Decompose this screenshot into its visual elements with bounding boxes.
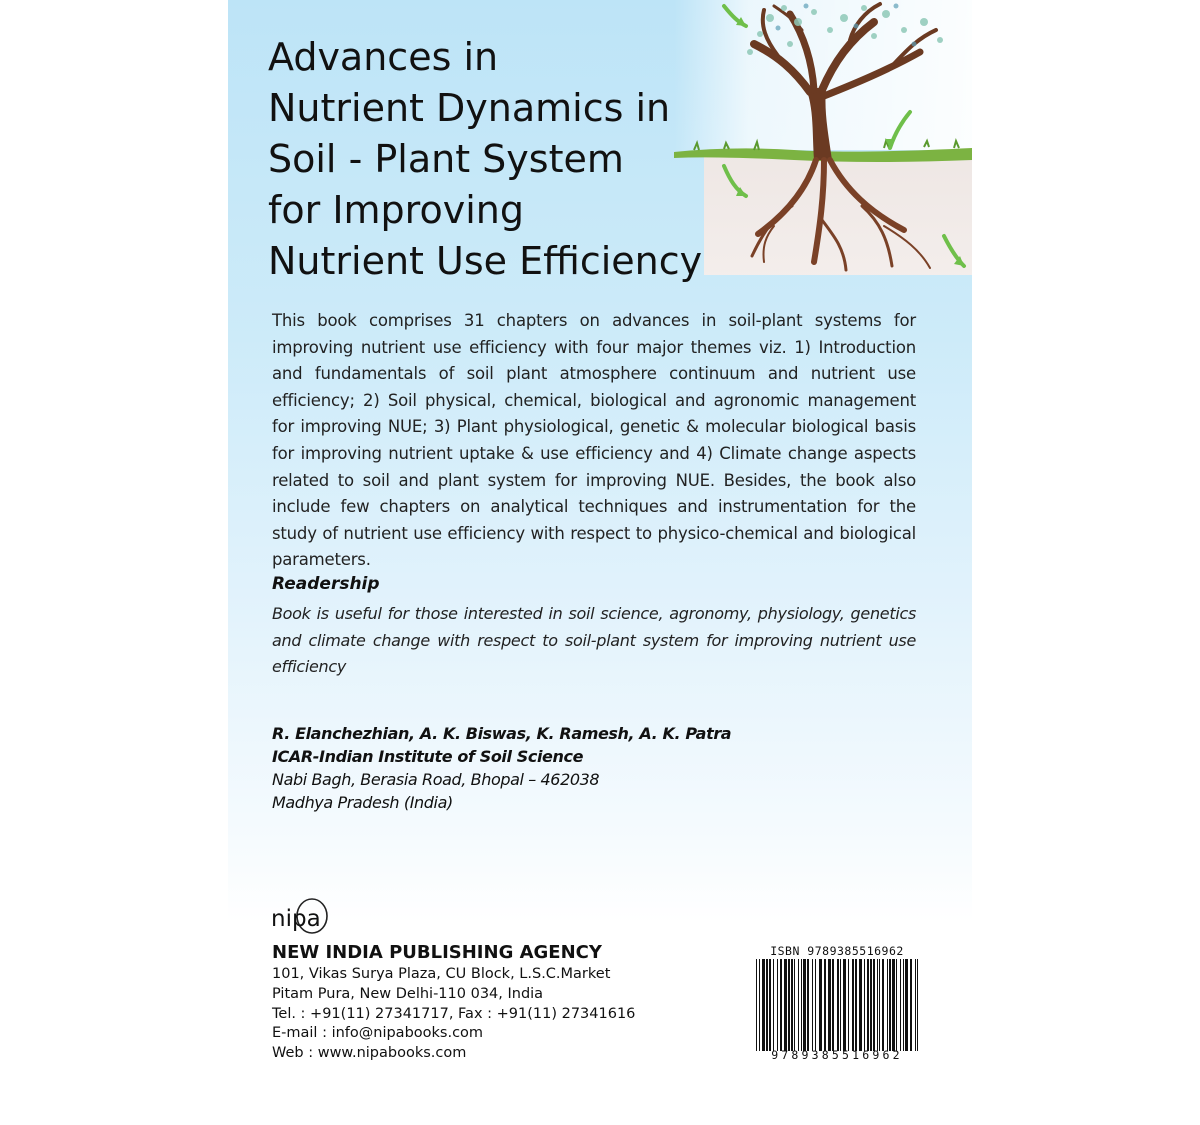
barcode-bar bbox=[756, 959, 757, 1051]
barcode-bar bbox=[766, 959, 768, 1051]
barcode-bar bbox=[887, 959, 888, 1051]
barcode-bar bbox=[815, 959, 816, 1051]
barcode-bar bbox=[900, 959, 901, 1051]
barcode-bar bbox=[828, 959, 831, 1051]
readership-heading: Readership bbox=[272, 574, 380, 594]
barcode-bar bbox=[801, 959, 802, 1051]
book-back-cover bbox=[228, 0, 972, 1125]
barcode-bar bbox=[892, 959, 895, 1051]
barcode-bar bbox=[791, 959, 793, 1051]
barcode-bars bbox=[754, 959, 920, 1051]
barcode-bar bbox=[882, 959, 884, 1051]
author-names: R. Elanchezhian, A. K. Biswas, K. Ramesh, A. K. Patra bbox=[272, 724, 732, 743]
barcode-bar bbox=[798, 959, 799, 1051]
barcode-bar bbox=[867, 959, 869, 1051]
barcode-bar bbox=[773, 959, 774, 1051]
barcode-bar bbox=[877, 959, 878, 1051]
barcode-bar bbox=[794, 959, 795, 1051]
nipa-logo-text: nipa bbox=[271, 906, 321, 932]
title-line: Advances in bbox=[268, 35, 499, 79]
barcode-bar bbox=[807, 959, 809, 1051]
book-description: This book comprises 31 chapters on advances in soil-plant systems for improving nutrient use efficiency with four major themes viz. 1) Introduction and fundamentals of soil plant atmosphere continuum and nutrient use efficiency; 2) Soil physical, chemical, biological and agronomic management for improving NUE; 3) Plant physiological, genetic & molecular biological basis for improving nutrient uptake & use efficiency and 4) Climate change aspects related to soil and plant system for improving NUE. Besides, the book also include few chapters on analytical techniques and instrumentation for the study of nutrient use efficiency with respect to physico-chemical and biological parameters. bbox=[272, 311, 916, 570]
isbn-barcode bbox=[754, 944, 920, 1064]
barcode-bar bbox=[903, 959, 904, 1051]
title-line: Nutrient Dynamics in bbox=[268, 86, 671, 130]
title-line: for Improving bbox=[268, 188, 524, 232]
isbn-digits: 9789385516962 bbox=[771, 1048, 903, 1062]
barcode-bar bbox=[784, 959, 787, 1051]
barcode-bar bbox=[864, 959, 865, 1051]
barcode-bar bbox=[812, 959, 813, 1051]
publisher-web: Web : www.nipabooks.com bbox=[272, 1045, 467, 1062]
barcode-bar bbox=[889, 959, 891, 1051]
author-institute: ICAR-Indian Institute of Soil Science bbox=[272, 747, 584, 766]
publisher-address-line: 101, Vikas Surya Plaza, CU Block, L.S.C.Market bbox=[272, 966, 611, 982]
barcode-bar bbox=[852, 959, 854, 1051]
barcode-bar bbox=[905, 959, 908, 1051]
publisher-email: E-mail : info@nipabooks.com bbox=[272, 1025, 484, 1042]
publisher-block bbox=[272, 941, 692, 1064]
barcode-bar bbox=[832, 959, 834, 1051]
barcode-bar bbox=[780, 959, 782, 1051]
authors-block bbox=[272, 722, 772, 814]
barcode-bar bbox=[870, 959, 872, 1051]
tree-with-roots-illustration bbox=[674, 0, 972, 275]
readership-text: Book is useful for those interested in soil science, agronomy, physiology, genetics and climate change with respect to soil-plant system for improving nutrient use efficiency bbox=[272, 604, 916, 677]
barcode-bar bbox=[759, 959, 760, 1051]
barcode-bar bbox=[873, 959, 875, 1051]
barcode-bar bbox=[837, 959, 839, 1051]
barcode-bar bbox=[896, 959, 897, 1051]
barcode-bar bbox=[855, 959, 857, 1051]
barcode-bar bbox=[762, 959, 765, 1051]
barcode-bar bbox=[917, 959, 918, 1051]
barcode-bar bbox=[915, 959, 916, 1051]
barcode-bar bbox=[788, 959, 790, 1051]
barcode-bar bbox=[910, 959, 912, 1051]
barcode-bar bbox=[859, 959, 862, 1051]
author-address-line: Nabi Bagh, Berasia Road, Bhopal – 462038 bbox=[272, 770, 600, 789]
barcode-bar bbox=[819, 959, 822, 1051]
publisher-name: NEW INDIA PUBLISHING AGENCY bbox=[272, 942, 602, 963]
barcode-bar bbox=[840, 959, 841, 1051]
barcode-bar bbox=[803, 959, 806, 1051]
barcode-bar bbox=[824, 959, 826, 1051]
barcode-bar bbox=[769, 959, 771, 1051]
barcode-bar bbox=[879, 959, 880, 1051]
barcode-bar bbox=[848, 959, 849, 1051]
nipa-logo bbox=[268, 896, 332, 938]
isbn-label: ISBN 9789385516962 bbox=[770, 944, 904, 958]
title-line: Soil - Plant System bbox=[268, 137, 624, 181]
title-line: Nutrient Use Efficiency bbox=[268, 239, 703, 283]
barcode-bar bbox=[843, 959, 846, 1051]
barcode-bar bbox=[777, 959, 778, 1051]
book-title bbox=[268, 32, 702, 287]
publisher-phone: Tel. : +91(11) 27341717, Fax : +91(11) 27341616 bbox=[272, 1005, 636, 1022]
publisher-address-line: Pitam Pura, New Delhi-110 034, India bbox=[272, 985, 544, 1002]
author-address-line: Madhya Pradesh (India) bbox=[272, 793, 453, 812]
